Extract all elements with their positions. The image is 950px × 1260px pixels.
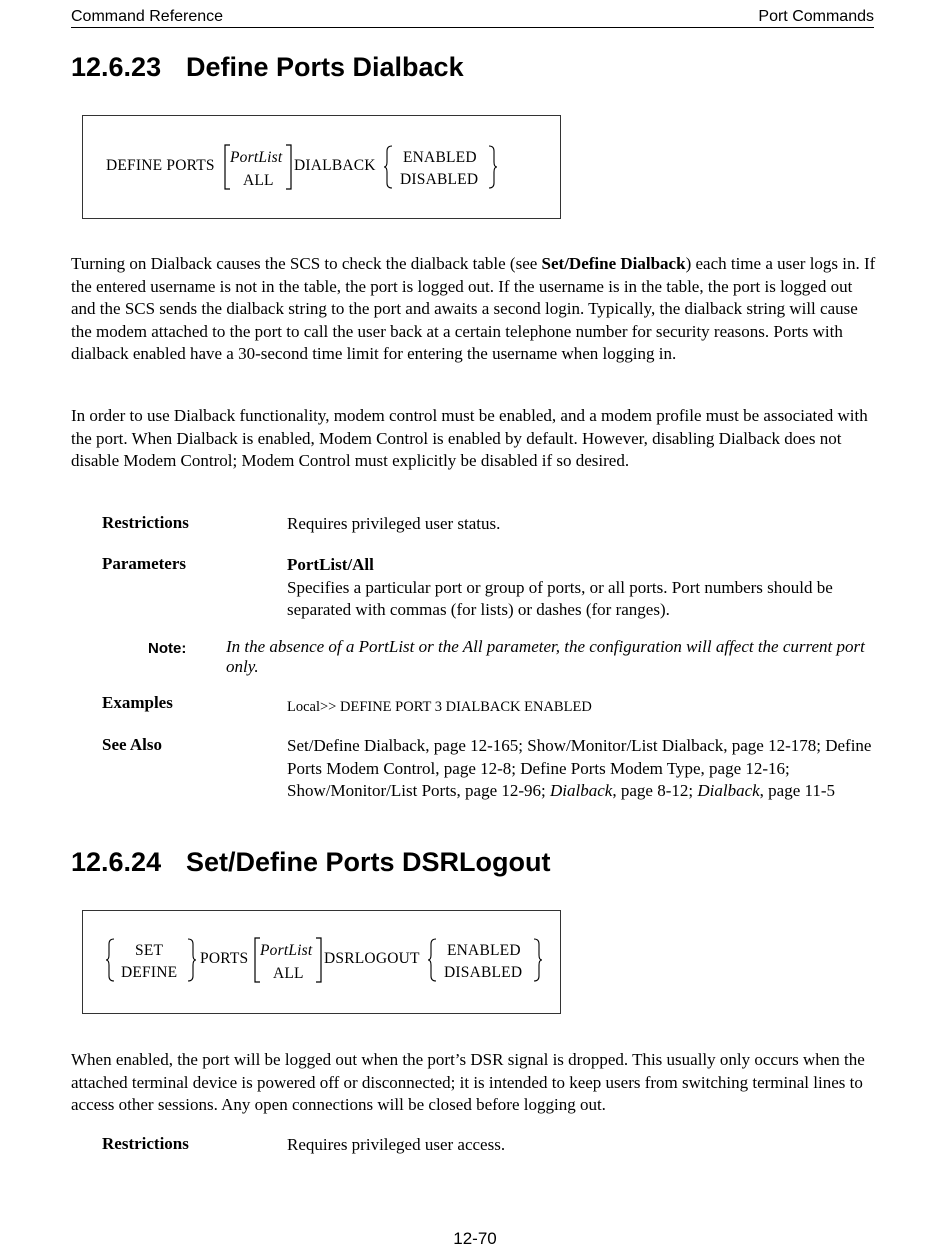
syntax-keyword: DIALBACK [294, 157, 376, 174]
syntax-keyword: DSRLOGOUT [324, 950, 420, 967]
right-square-bracket [315, 937, 323, 983]
syntax-portlist: PortList [260, 942, 313, 959]
syntax-portlist: PortList [230, 149, 283, 166]
syntax-command: PORTS [200, 950, 249, 967]
see-also-label: See Also [102, 735, 162, 754]
left-curly-brace [383, 145, 393, 189]
restrictions-text: Requires privileged user status. [287, 514, 501, 533]
restrictions-label: Restrictions [102, 513, 189, 532]
example-command: Local>> DEFINE PORT 3 DIALBACK ENABLED [287, 699, 592, 715]
right-square-bracket [285, 144, 293, 190]
syntax-define: DEFINE [121, 964, 178, 981]
text-run: , page 11-5 [759, 781, 836, 800]
syntax-set: SET [135, 942, 164, 959]
syntax-box-dsrlogout [82, 910, 561, 1014]
syntax-disabled: DISABLED [444, 964, 523, 981]
see-also-list [287, 735, 877, 803]
section-title: Set/Define Ports DSRLogout [186, 847, 551, 877]
dsrlogout-description: When enabled, the port will be logged out when the port’s DSR signal is dropped. This usually only occurs when the attached terminal device is powered off or disconnected; it is intended to keep users from switching terminal lines to access other sessions. Any open connections will be closed before logging out. [71, 1050, 865, 1114]
text-run-italic: Dialback [550, 781, 613, 800]
left-curly-brace [105, 938, 115, 982]
syntax-enabled: ENABLED [447, 942, 521, 959]
parameter-description: Specifies a particular port or group of ports, or all ports. Port numbers should be separated with commas (for lists) or dashes (for ranges). [287, 577, 833, 619]
dialback-modem-note: In order to use Dialback functionality, modem control must be enabled, and a modem profile must be associated with the port. When Dialback is enabled, Modem Control is enabled by default. However, disabling Dialback does not disable Modem Control; Modem Control must explicitly be disabled if so desired. [71, 406, 868, 470]
parameter-name: PortList/All [287, 555, 374, 574]
section-number: 12.6.24 [71, 847, 162, 877]
syntax-enabled: ENABLED [403, 149, 477, 166]
syntax-all: ALL [243, 172, 274, 189]
note-label: Note: [148, 640, 187, 657]
syntax-all: ALL [273, 965, 304, 982]
section-number: 12.6.23 [71, 52, 162, 82]
dialback-description [71, 253, 881, 366]
left-curly-brace [427, 938, 437, 982]
text-run: Set/Define Dialback, page 12-165; Show/Monitor/List Dialback, page 12-178; Define Ports Modem Control, page 12-8; Define Ports Modem Type, page 12-16; Show/Monitor/List Ports, page 12-96; [287, 736, 872, 800]
parameters-label: Parameters [102, 554, 187, 573]
text-run: Turning on Dialback causes the SCS to check the dialback table (see [71, 254, 542, 273]
running-header [71, 6, 874, 28]
cross-reference: Set/Define Dialback [541, 254, 686, 273]
text-run: ) each time a user logs in. If the entered username is not in the table, the port is logged out. If the username is in the table, the port is logged out and the SCS sends the dialback string to the port and awaits a second login. Typically, the dialback string will cause the modem attached to the port to call the user back at a certain telephone number for security reasons. Ports with dialback enabled have a 30-second time limit for entering the username when logging in. [71, 254, 876, 363]
restrictions-text: Requires privileged user access. [287, 1135, 506, 1154]
right-curly-brace [488, 145, 498, 189]
page-number: 12-70 [453, 1229, 497, 1248]
text-run: , page 8-12; [612, 781, 698, 800]
right-curly-brace [187, 938, 197, 982]
header-left: Command Reference [71, 8, 224, 25]
parameters-value [287, 554, 877, 622]
syntax-box-dialback [82, 115, 561, 219]
syntax-command: DEFINE PORTS [106, 157, 215, 174]
header-right: Port Commands [758, 8, 874, 25]
examples-label: Examples [102, 693, 173, 712]
text-run-italic: Dialback [697, 781, 760, 800]
restrictions-label: Restrictions [102, 1134, 189, 1153]
right-curly-brace [533, 938, 543, 982]
section-heading-dialback [71, 52, 464, 83]
syntax-disabled: DISABLED [400, 171, 479, 188]
section-heading-dsrlogout [71, 847, 551, 878]
note-text: In the absence of a PortList or the All parameter, the configuration will affect the current port only. [226, 637, 865, 676]
section-title: Define Ports Dialback [186, 52, 464, 82]
